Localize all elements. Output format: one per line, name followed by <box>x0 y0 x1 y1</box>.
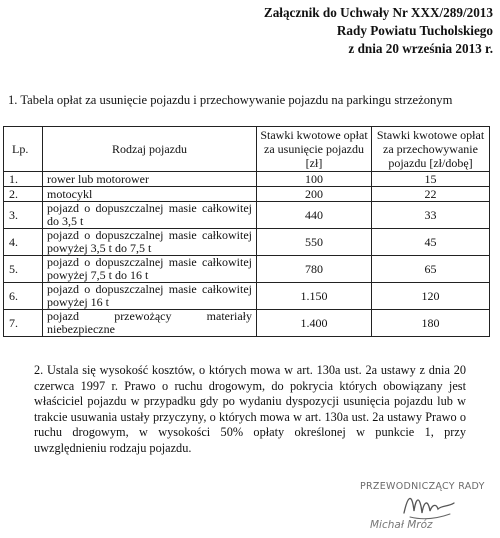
vehicle-type: pojazd przewożący materiały niebezpieczne <box>43 310 257 337</box>
vehicle-type: pojazd o dopuszczalnej masie całkowitej powyżej 16 t <box>43 283 257 310</box>
header-lp: Lp. <box>4 127 43 172</box>
row-number: 2. <box>4 187 43 202</box>
table-row <box>4 187 490 202</box>
row-number: 6. <box>4 283 43 310</box>
vehicle-type: pojazd o dopuszczalnej masie całkowitej powyżej 7,5 t do 16 t <box>43 256 257 283</box>
table-row <box>4 202 490 229</box>
storage-fee: 15 <box>372 172 490 187</box>
header-storage-fee: Stawki kwotowe opłat za przechowywanie pojazdu [zł/dobę] <box>372 127 490 172</box>
storage-fee: 45 <box>372 229 490 256</box>
removal-fee: 1.150 <box>257 283 372 310</box>
row-number: 5. <box>4 256 43 283</box>
handwritten-signature <box>398 487 458 523</box>
row-number: 7. <box>4 310 43 337</box>
storage-fee: 180 <box>372 310 490 337</box>
vehicle-type: motocykl <box>43 187 257 202</box>
row-number: 4. <box>4 229 43 256</box>
removal-fee: 100 <box>257 172 372 187</box>
removal-fee: 1.400 <box>257 310 372 337</box>
table-row <box>4 283 490 310</box>
removal-fee: 200 <box>257 187 372 202</box>
vehicle-type: pojazd o dopuszczalnej masie całkowitej powyżej 3,5 t do 7,5 t <box>43 229 257 256</box>
storage-fee: 33 <box>372 202 490 229</box>
row-number: 3. <box>4 202 43 229</box>
row-number: 1. <box>4 172 43 187</box>
removal-fee: 780 <box>257 256 372 283</box>
vehicle-type: pojazd o dopuszczalnej masie całkowitej do 3,5 t <box>43 202 257 229</box>
stamp-title: PRZEWODNICZĄCY RADY <box>360 481 485 492</box>
paragraph-2: 2. Ustala się wysokość kosztów, o których mowa w art. 130a ust. 2a ustawy z dnia 20 czerwca 1997 r. Prawo o ruchu drogowym, do pokrycia których obowiązany jest właściciel pojazdu w przypadku gdy po wydaniu dyspozycji usunięcia pojazdu lub w trakcie usuwania ustały przyczyny, o których mowa w art. 130a ust. 2a ustawy Prawo o ruchu drogowym, w wysokości 50% opłaty określonej w punkcie 1, przy uwzględnieniu rodzaju pojazdu. <box>34 363 466 455</box>
table-row <box>4 229 490 256</box>
table-row <box>4 310 490 337</box>
table-row <box>4 172 490 187</box>
header-removal-fee: Stawki kwotowe opłat za usunięcie pojazdu [zł] <box>257 127 372 172</box>
header-line-council: Rady Powiatu Tucholskiego <box>336 23 493 38</box>
storage-fee: 120 <box>372 283 490 310</box>
table-header-row <box>4 127 490 172</box>
vehicle-type: rower lub motorower <box>43 172 257 187</box>
section-heading: 1. Tabela opłat za usunięcie pojazdu i przechowywanie pojazdu na parkingu strzeżonym <box>8 93 453 107</box>
removal-fee: 550 <box>257 229 372 256</box>
fees-table <box>3 126 490 337</box>
stamp-name: Michał Mróz <box>370 519 433 531</box>
header-line-annex: Załącznik do Uchwały Nr XXX/289/2013 <box>263 5 493 20</box>
storage-fee: 65 <box>372 256 490 283</box>
table-row <box>4 256 490 283</box>
removal-fee: 440 <box>257 202 372 229</box>
signature-stamp <box>360 477 500 538</box>
storage-fee: 22 <box>372 187 490 202</box>
header-line-date: z dnia 20 września 2013 r. <box>348 41 493 56</box>
header-vehicle-type: Rodzaj pojazdu <box>43 127 257 172</box>
document-header <box>233 4 493 58</box>
